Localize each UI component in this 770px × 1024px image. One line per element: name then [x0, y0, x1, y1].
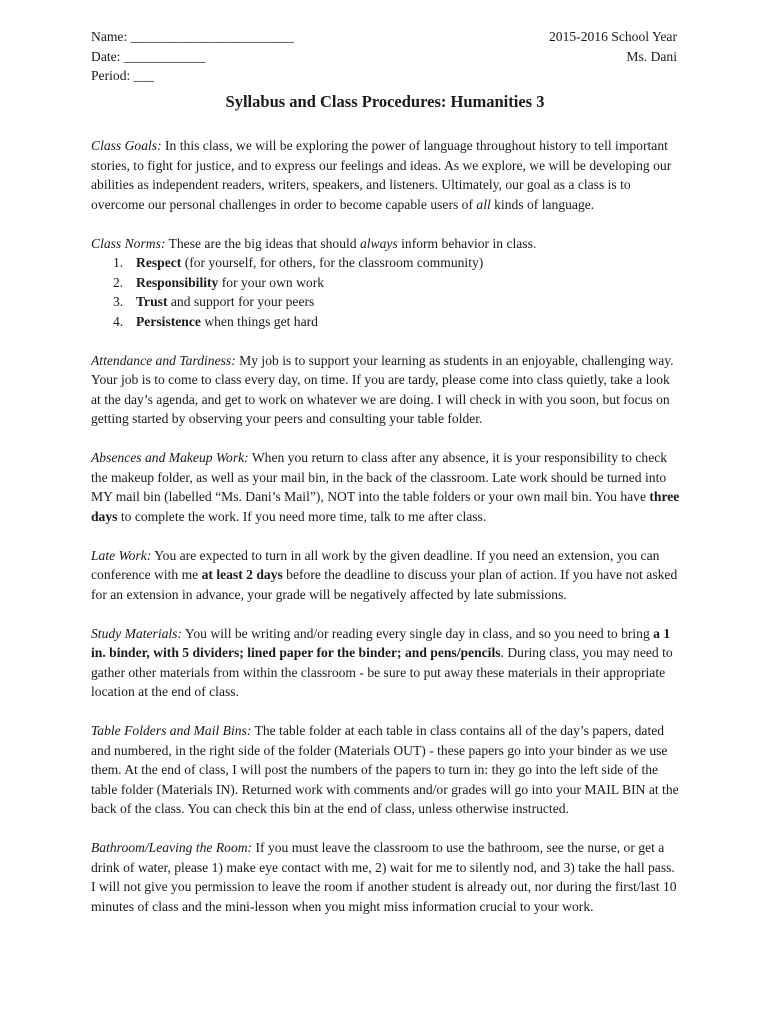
paragraph-text: inform behavior in class. — [397, 235, 537, 251]
section-heading: Class Norms: — [91, 235, 166, 251]
section-table-folders — [91, 721, 681, 819]
date-field: Date: ____________ — [91, 48, 206, 64]
period-field: Period: ___ — [91, 68, 155, 83]
section-heading: Attendance and Tardiness: — [91, 352, 236, 368]
norm-description: for your own work — [218, 274, 325, 290]
folders-paragraph — [91, 721, 681, 819]
absences-paragraph — [91, 448, 681, 526]
section-heading: Bathroom/Leaving the Room: — [91, 840, 253, 855]
paragraph-text: kinds of language. — [490, 196, 595, 212]
section-late-work — [91, 546, 681, 605]
list-item — [91, 312, 681, 332]
paragraph-text: You will be writing and/or reading every single day in class, and so you need to bring — [182, 625, 654, 641]
paragraph-text: When you return to class after any absence, it is your responsibility to check the makeup folder, as well as your mail bin, in the back of the classroom. Late work should be turned into MY mail bin (labelled “Ms. Dani’s Mail”), NOT into the table folders or your own mail bin. You have — [91, 450, 668, 504]
norm-description: when things get hard — [200, 313, 318, 329]
class-norms-intro — [91, 234, 681, 254]
section-heading: Class Goals: — [91, 138, 162, 153]
list-item — [91, 273, 681, 293]
emphasis-text: always — [359, 235, 398, 251]
section-heading: Study Materials: — [91, 625, 182, 641]
paragraph-text: The table folder at each table in class contains all of the day’s papers, dated and numbered, in the right side of the folder (Materials OUT) - these papers go into your binder as we use them. At the end of class, I will post the numbers of the papers to turn in: they go into the left side of the table folder (Materials IN). Returned work with comments and/or grades will go into your MAIL BIN at the back of the class. You can check this bin at the end of class, unless otherwise instructed. — [91, 723, 679, 816]
list-number: 1. — [113, 255, 124, 270]
bold-text: three days — [91, 489, 680, 524]
list-item — [91, 292, 681, 312]
bold-text: at least 2 days — [201, 567, 283, 582]
paragraph-text: before the deadline to discuss your plan of action. If you have not asked for an extension in advance, your grade will be negatively affected by late submissions. — [91, 567, 678, 602]
section-attendance — [91, 351, 681, 429]
emphasis-text: all — [476, 196, 491, 212]
section-bathroom — [91, 838, 681, 916]
norm-description: (for yourself, for others, for the classroom community) — [181, 255, 484, 270]
materials-paragraph — [91, 624, 681, 702]
paragraph-text: In this class, we will be exploring the power of language throughout history to tell important stories, to fight for justice, and to express our feelings and ideas. As we explore, we will be developing our abilities as independent readers, writers, speakers, and listeners. Ultimately, our goal as a class is to overcome our personal challenges in order to become capable users of — [91, 138, 672, 212]
section-absences — [91, 448, 681, 526]
late-work-paragraph — [91, 546, 681, 605]
bathroom-paragraph — [91, 838, 681, 916]
name-field: Name: ________________________ — [91, 29, 294, 44]
norm-keyword: Respect — [136, 255, 182, 270]
norm-keyword: Persistence — [136, 313, 201, 329]
document-body — [91, 136, 681, 936]
paragraph-text: If you must leave the classroom to use the bathroom, see the nurse, or get a drink of water, please 1) make eye contact with me, 2) wait for me to silently nod, and 3) take the hall pass. I will not give you permission to leave the room if another student is already out, nor during the first/last 10 minutes of class and the mini-lesson when you might miss information crucial to your work. — [91, 840, 677, 914]
school-year: 2015-2016 School Year — [548, 29, 677, 44]
paragraph-text: These are the big ideas that should — [165, 235, 360, 251]
norm-description: and support for your peers — [167, 294, 315, 309]
section-study-materials — [91, 624, 681, 702]
list-item — [91, 253, 681, 273]
paragraph-text: to complete the work. If you need more time, talk to me after class. — [117, 508, 487, 524]
section-class-norms — [91, 234, 681, 332]
section-heading: Absences and Makeup Work: — [91, 450, 249, 465]
attendance-paragraph — [91, 351, 681, 429]
norm-keyword: Trust — [136, 294, 168, 309]
list-number: 2. — [113, 274, 124, 290]
paragraph-text: You are expected to turn in all work by the given deadline. If you need an extension, you can conference with me — [91, 547, 660, 582]
document-title: Syllabus and Class Procedures: Humanities 3 — [225, 92, 545, 111]
list-number: 3. — [113, 294, 124, 309]
teacher-name: Ms. Dani — [626, 48, 677, 64]
norm-keyword: Responsibility — [136, 274, 219, 290]
section-heading: Late Work: — [91, 547, 152, 563]
bold-text: a 1 in. binder, with 5 dividers; lined paper for the binder; and pens/pencils — [91, 625, 671, 660]
class-goals-paragraph — [91, 136, 681, 214]
section-heading: Table Folders and Mail Bins: — [91, 723, 252, 738]
class-info — [549, 27, 677, 66]
paragraph-text: . During class, you may need to gather other materials from within the classroom - be sure to put away these materials in their appropriate location at the end of class. — [91, 645, 673, 699]
paragraph-text: My job is to support your learning as students in an enjoyable, challenging way. Your job is to come to class every day, on time. If you are tardy, please come into class quietly, take a look at the day’s agenda, and get to work on whatever we are doing. I will check in with you soon, but focus on getting started by observing your peers and consulting your table folder. — [91, 352, 674, 426]
document-header — [91, 27, 677, 86]
norms-list — [91, 253, 681, 331]
list-number: 4. — [113, 313, 124, 329]
section-class-goals — [91, 136, 681, 214]
